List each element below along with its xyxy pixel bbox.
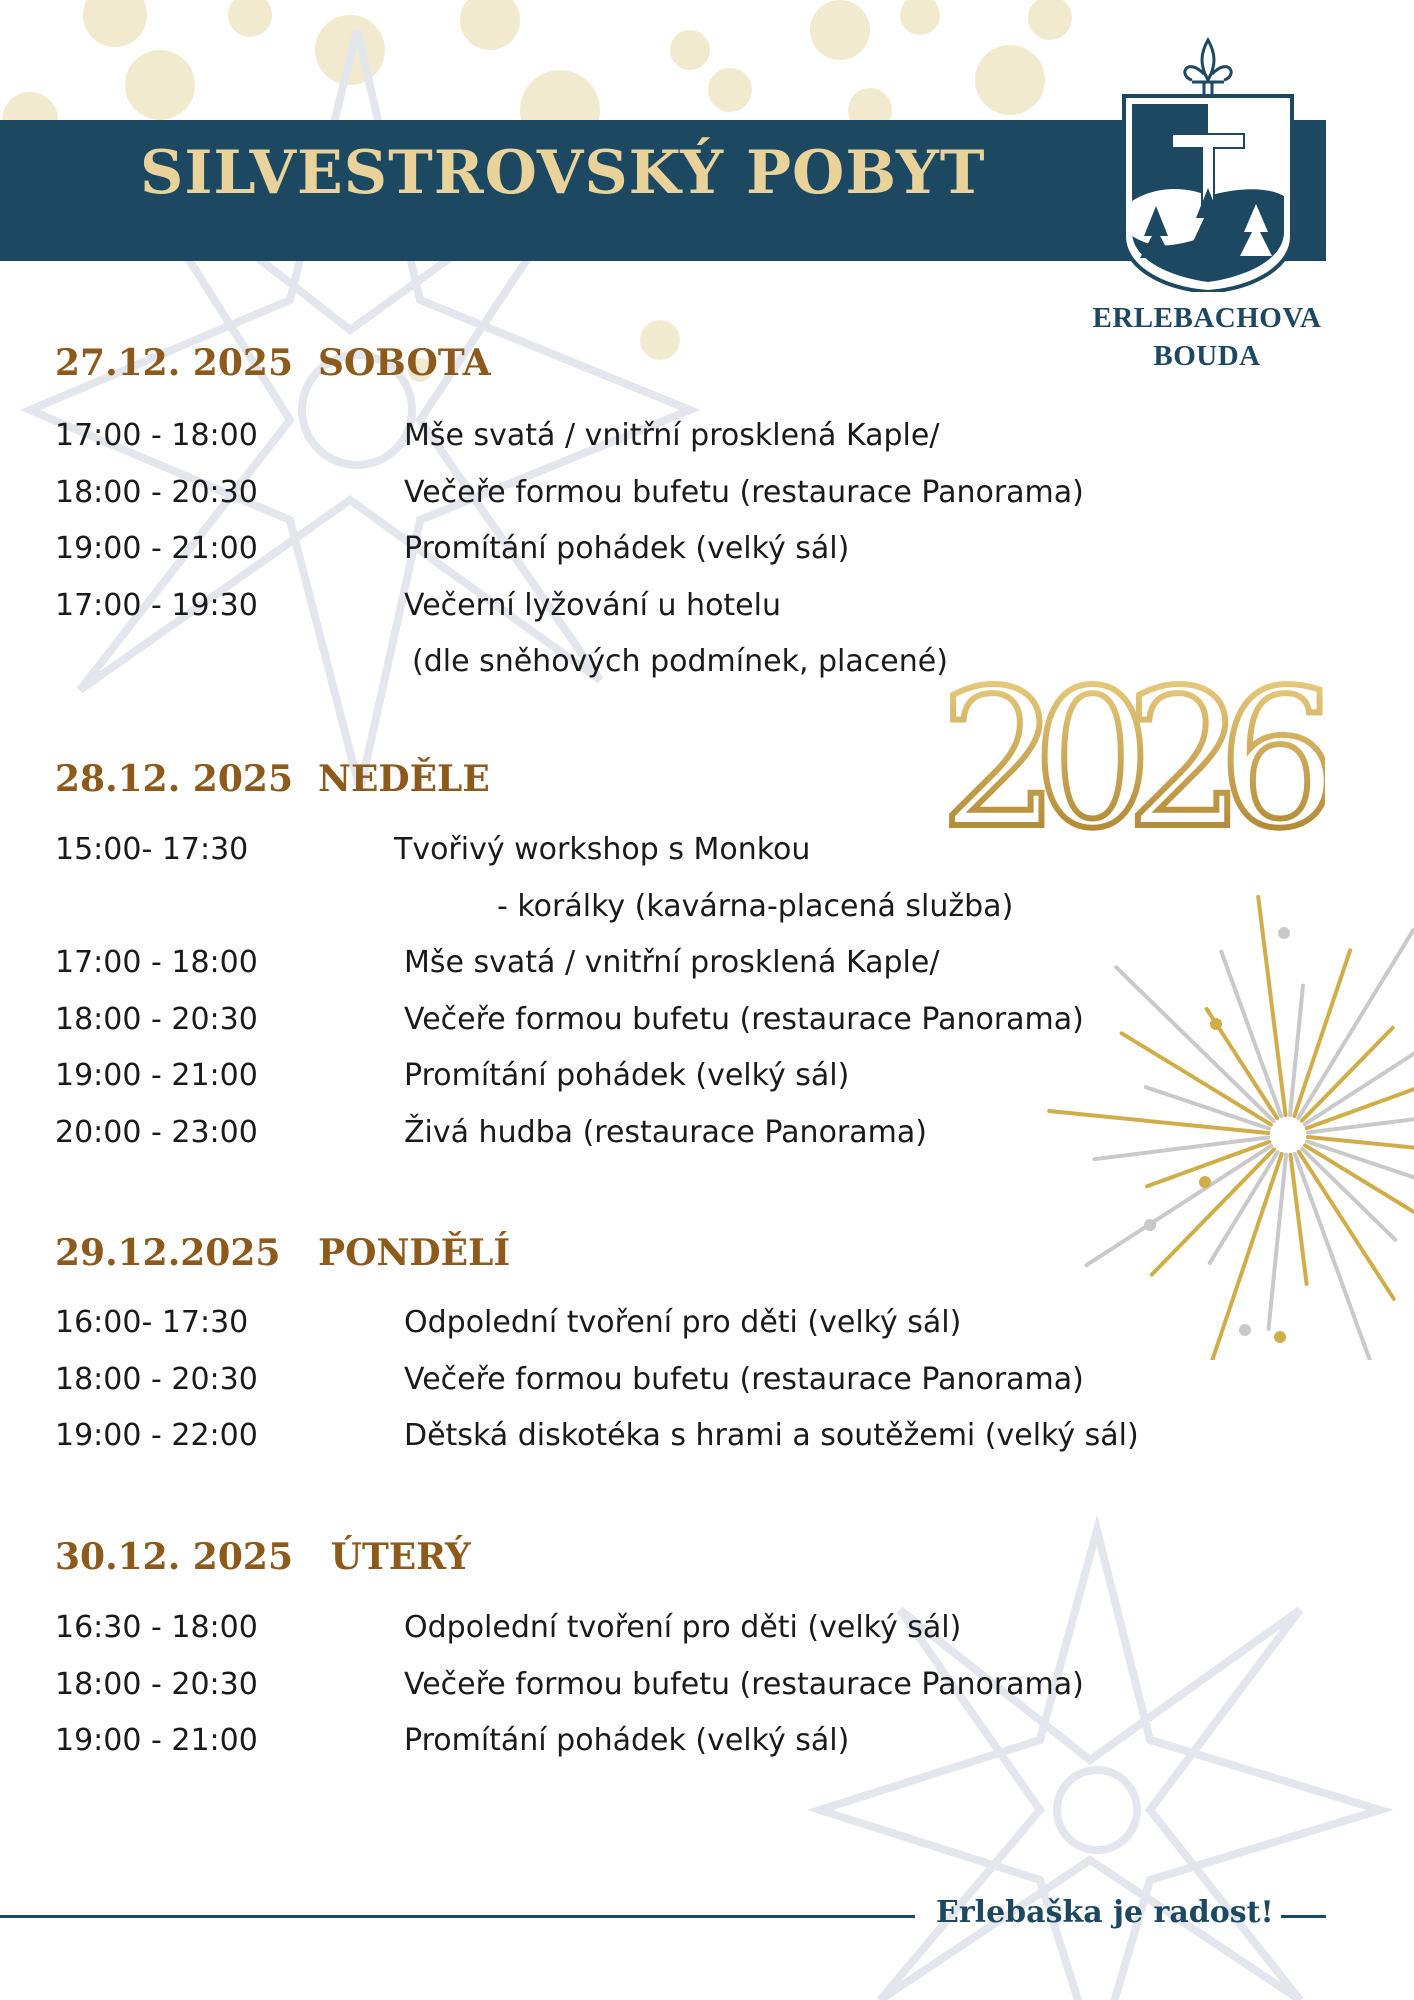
- event-description: Večeře formou bufetu (restaurace Panorama): [404, 1666, 1084, 1702]
- event-description: Večeře formou bufetu (restaurace Panorama): [404, 1361, 1084, 1397]
- event-description: Promítání pohádek (velký sál): [404, 1058, 850, 1093]
- firework-spark: [1239, 1324, 1251, 1336]
- firework-spark: [1274, 1331, 1286, 1343]
- event-description: Dětská diskotéka s hrami a soutěžemi (velký sál): [404, 1418, 1139, 1453]
- firework-ray: [1294, 950, 1350, 1116]
- event-description: Živá hudba (restaurace Panorama): [404, 1114, 927, 1150]
- event-description: Mše svatá / vnitřní prosklená Kaple/: [404, 418, 940, 453]
- event-time: 18:00 - 20:30: [55, 1361, 258, 1397]
- footer-slogan: Erlebaška je radost!: [936, 1895, 1274, 1930]
- brand-name-line1: ERLEBACHOVA: [1092, 302, 1322, 334]
- firework-spark: [1144, 1219, 1156, 1231]
- day-heading: 28.12. 2025 NEDĚLE: [55, 758, 490, 800]
- event-time: 16:30 - 18:00: [55, 1610, 258, 1645]
- event-description: Večeře formou bufetu (restaurace Panorama): [404, 1001, 1084, 1037]
- erlebachova-bouda-crest-logo: [1116, 36, 1300, 292]
- firework-spark: [1210, 1018, 1222, 1030]
- event-time: 19:00 - 21:00: [55, 1723, 258, 1758]
- fleur-de-lis-icon: [1185, 40, 1231, 94]
- event-time: 15:00- 17:30: [55, 832, 249, 867]
- firework-spark: [1278, 927, 1290, 939]
- firework-spark: [1199, 1176, 1211, 1188]
- event-time: 17:00 - 18:00: [55, 418, 258, 453]
- event-description: Večeře formou bufetu (restaurace Panorama): [404, 474, 1084, 510]
- event-description: Promítání pohádek (velký sál): [404, 1723, 850, 1758]
- day-heading: 29.12.2025 PONDĚLÍ: [55, 1232, 511, 1274]
- event-description: Večerní lyžování u hotelu: [404, 587, 781, 623]
- event-time: 17:00 - 18:00: [55, 945, 258, 980]
- event-time: 18:00 - 20:30: [55, 1666, 258, 1702]
- event-time: 18:00 - 20:30: [55, 1001, 258, 1037]
- firework-ray: [1308, 1116, 1414, 1132]
- event-time: 16:00- 17:30: [55, 1305, 249, 1340]
- event-description: Odpolední tvoření pro děti (velký sál): [404, 1610, 962, 1645]
- event-description: - korálky (kavárna-placená služba): [497, 888, 1014, 924]
- footer-divider-dash: [1281, 1915, 1326, 1918]
- page-title: SILVESTROVSKÝ POBYT: [140, 138, 986, 208]
- firework-ray: [1221, 952, 1281, 1116]
- event-time: 19:00 - 22:00: [55, 1418, 258, 1453]
- firework-ray: [1295, 1154, 1370, 1360]
- day-heading: 27.12. 2025 SOBOTA: [55, 342, 491, 384]
- year-2026-text: 2026: [939, 670, 1311, 840]
- event-time: 19:00 - 21:00: [55, 1058, 258, 1093]
- event-time: 18:00 - 20:30: [55, 474, 258, 510]
- day-heading: 30.12. 2025 ÚTERÝ: [55, 1536, 471, 1578]
- event-time: 19:00 - 21:00: [55, 531, 258, 566]
- event-description: (dle sněhových podmínek, placené): [412, 644, 948, 679]
- year-2026-gold-graphic: [925, 670, 1325, 840]
- event-description: Promítání pohádek (velký sál): [404, 531, 850, 566]
- footer-divider-line: [0, 1915, 915, 1918]
- event-time: 20:00 - 23:00: [55, 1114, 258, 1150]
- event-description: Odpolední tvoření pro děti (velký sál): [404, 1305, 962, 1340]
- firework-ray: [1049, 1111, 1268, 1133]
- firework-ray: [1095, 1137, 1269, 1159]
- event-time: 17:00 - 19:30: [55, 587, 258, 623]
- firework-burst-graphic: [1030, 880, 1414, 1360]
- event-description: Mše svatá / vnitřní prosklená Kaple/: [404, 945, 940, 980]
- event-description: Tvořivý workshop s Monkou: [394, 832, 811, 867]
- brand-name-line2: BOUDA: [1153, 340, 1261, 372]
